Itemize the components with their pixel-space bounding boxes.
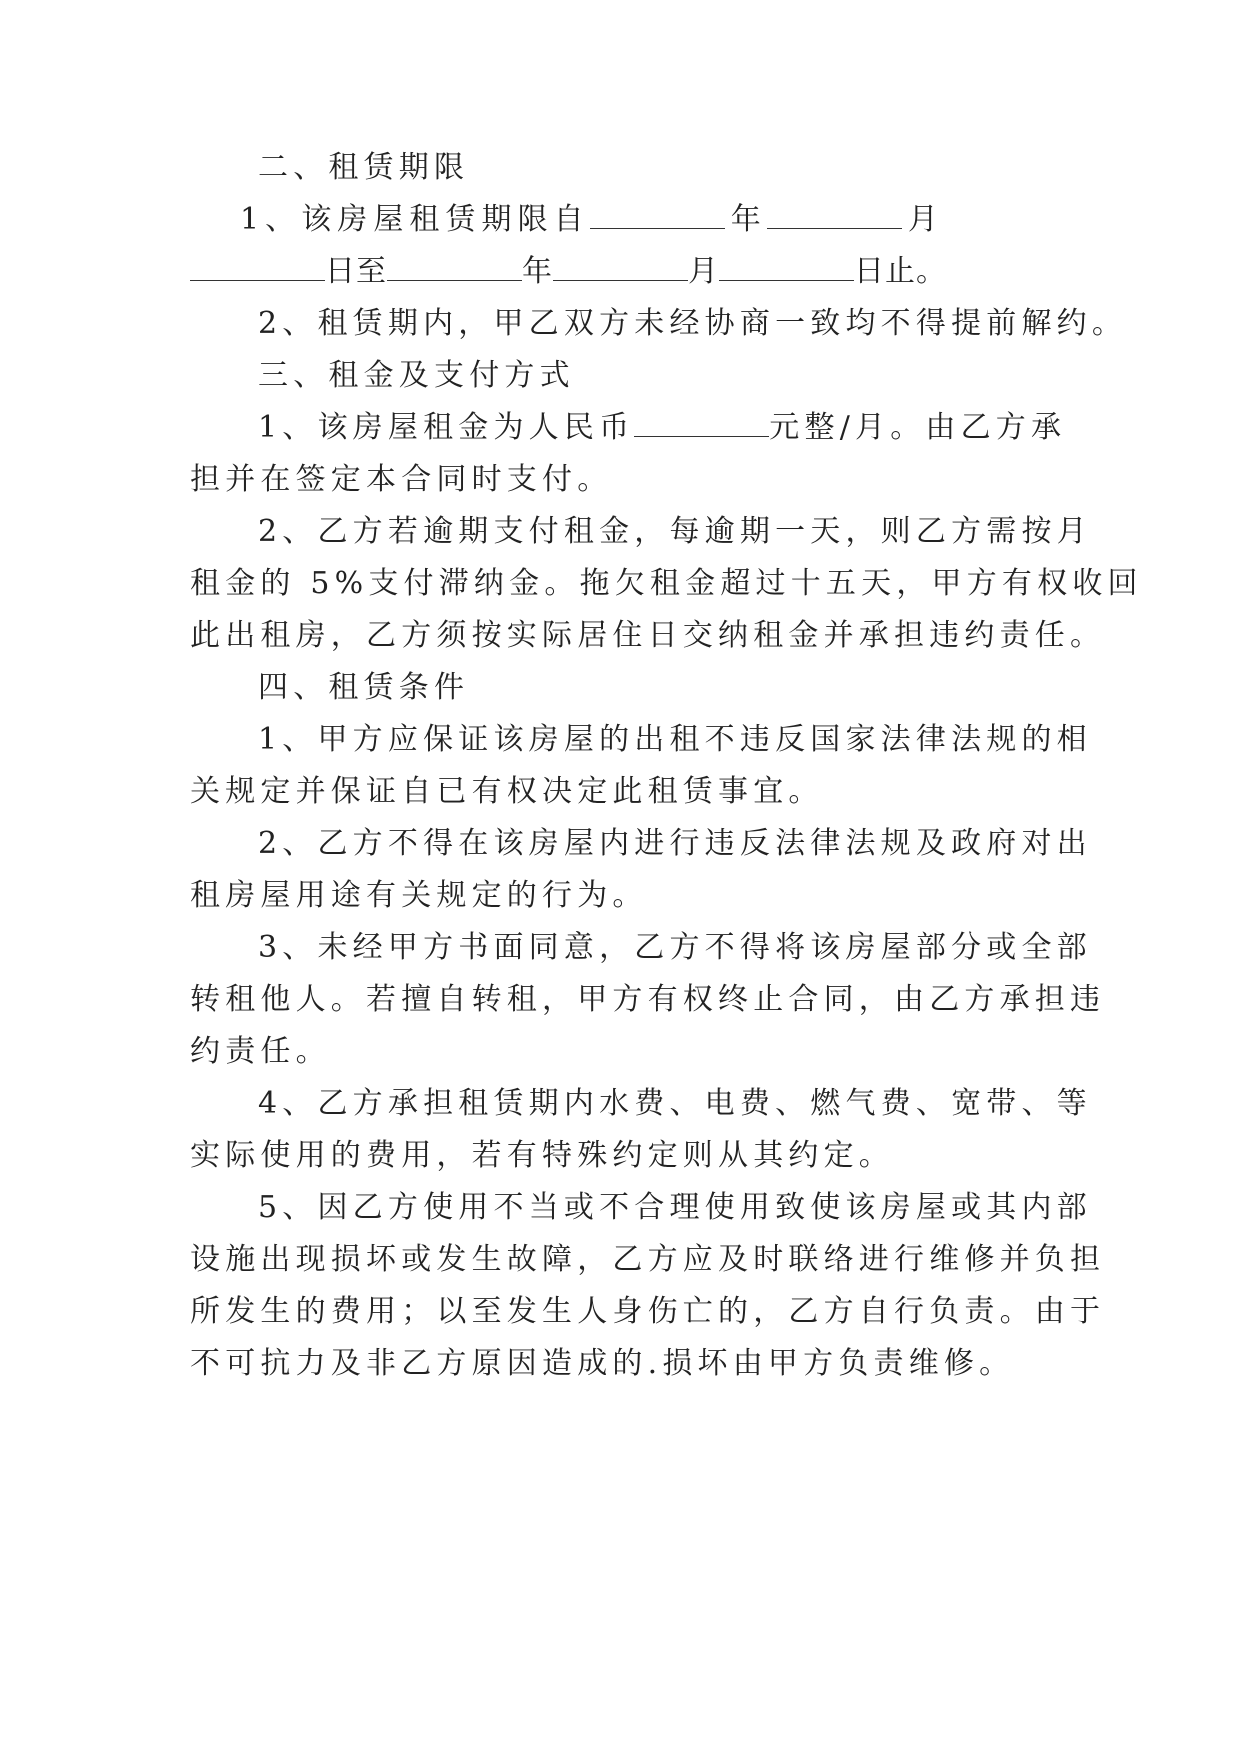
char: 自 (553, 202, 584, 237)
text: 年 (522, 254, 553, 289)
char: 赁 (445, 202, 476, 237)
rent-clause-2-line3: 此出租房，乙方须按实际居住日交纳租金并承担违约责任。 (190, 618, 1106, 653)
term-clause-1-line2 (190, 252, 1070, 292)
cond-clause-5-line4: 不可抗力及非乙方原因造成的.损坏由甲方负责维修。 (190, 1346, 1015, 1381)
cond-clause-5-line1: 5、因乙方使用不当或不合理使用致使该房屋或其内部 (258, 1190, 1092, 1225)
cond-clause-5-line3: 所发生的费用；以至发生人身伤亡的，乙方自行负责。由于 (190, 1294, 1106, 1329)
cond-clause-5-line2: 设施出现损坏或发生故障，乙方应及时联络进行维修并负担 (190, 1242, 1106, 1277)
blank-start-month[interactable] (767, 200, 902, 229)
char: 月 (907, 202, 938, 237)
char: 屋 (373, 202, 404, 237)
section-heading-conditions: 四、租赁条件 (258, 670, 470, 705)
section-heading-rent: 三、租金及支付方式 (258, 358, 575, 393)
char: 、 (265, 202, 296, 237)
rent-clause-1-line1 (258, 408, 1138, 448)
blank-start-year[interactable] (590, 200, 725, 229)
rent-clause-2-line1: 2、乙方若逾期支付租金，每逾期一天，则乙方需按月 (258, 514, 1092, 549)
rent-clause-2-line2: 租金的 5%支付滞纳金。拖欠租金超过十五天，甲方有权收回 (190, 566, 1143, 601)
char: 期 (481, 202, 512, 237)
blank-end-month[interactable] (553, 252, 688, 281)
cond-clause-1-line2: 关规定并保证自已有权决定此租赁事宜。 (190, 774, 824, 809)
term-clause-1-line1 (240, 200, 938, 240)
term-clause-2: 2、租赁期内，甲乙双方未经协商一致均不得提前解约。 (258, 306, 1128, 341)
cond-clause-4-line1: 4、乙方承担租赁期内水费、电费、燃气费、宽带、等 (258, 1086, 1092, 1121)
blank-end-day[interactable] (719, 252, 854, 281)
text: 元整/月。由乙方承 (769, 410, 1067, 445)
cond-clause-2-line2: 租房屋用途有关规定的行为。 (190, 878, 648, 913)
char: 该 (301, 202, 332, 237)
text: 日止。 (854, 254, 947, 289)
cond-clause-3-line3: 约责任。 (190, 1034, 331, 1069)
cond-clause-3-line2: 转租他人。若擅自转租，甲方有权终止合同，由乙方承担违 (190, 982, 1106, 1017)
char: 年 (730, 202, 761, 237)
cond-clause-4-line2: 实际使用的费用，若有特殊约定则从其约定。 (190, 1138, 894, 1173)
char: 限 (517, 202, 548, 237)
blank-start-day[interactable] (190, 252, 325, 281)
cond-clause-3-line1: 3、未经甲方书面同意，乙方不得将该房屋部分或全部 (258, 930, 1092, 965)
text: 月 (688, 254, 719, 289)
cond-clause-1-line1: 1、甲方应保证该房屋的出租不违反国家法律法规的相 (258, 722, 1092, 757)
blank-end-year[interactable] (387, 252, 522, 281)
blank-rent-amount[interactable] (634, 408, 769, 437)
rent-clause-1-line2: 担并在签定本合同时支付。 (190, 462, 613, 497)
text: 1、该房屋租金为人民币 (258, 410, 635, 445)
char: 租 (409, 202, 440, 237)
text: 日至 (325, 254, 387, 289)
char: 房 (337, 202, 368, 237)
section-heading-term: 二、租赁期限 (258, 150, 470, 185)
char: 1 (240, 202, 260, 237)
cond-clause-2-line1: 2、乙方不得在该房屋内进行违反法律法规及政府对出 (258, 826, 1092, 861)
